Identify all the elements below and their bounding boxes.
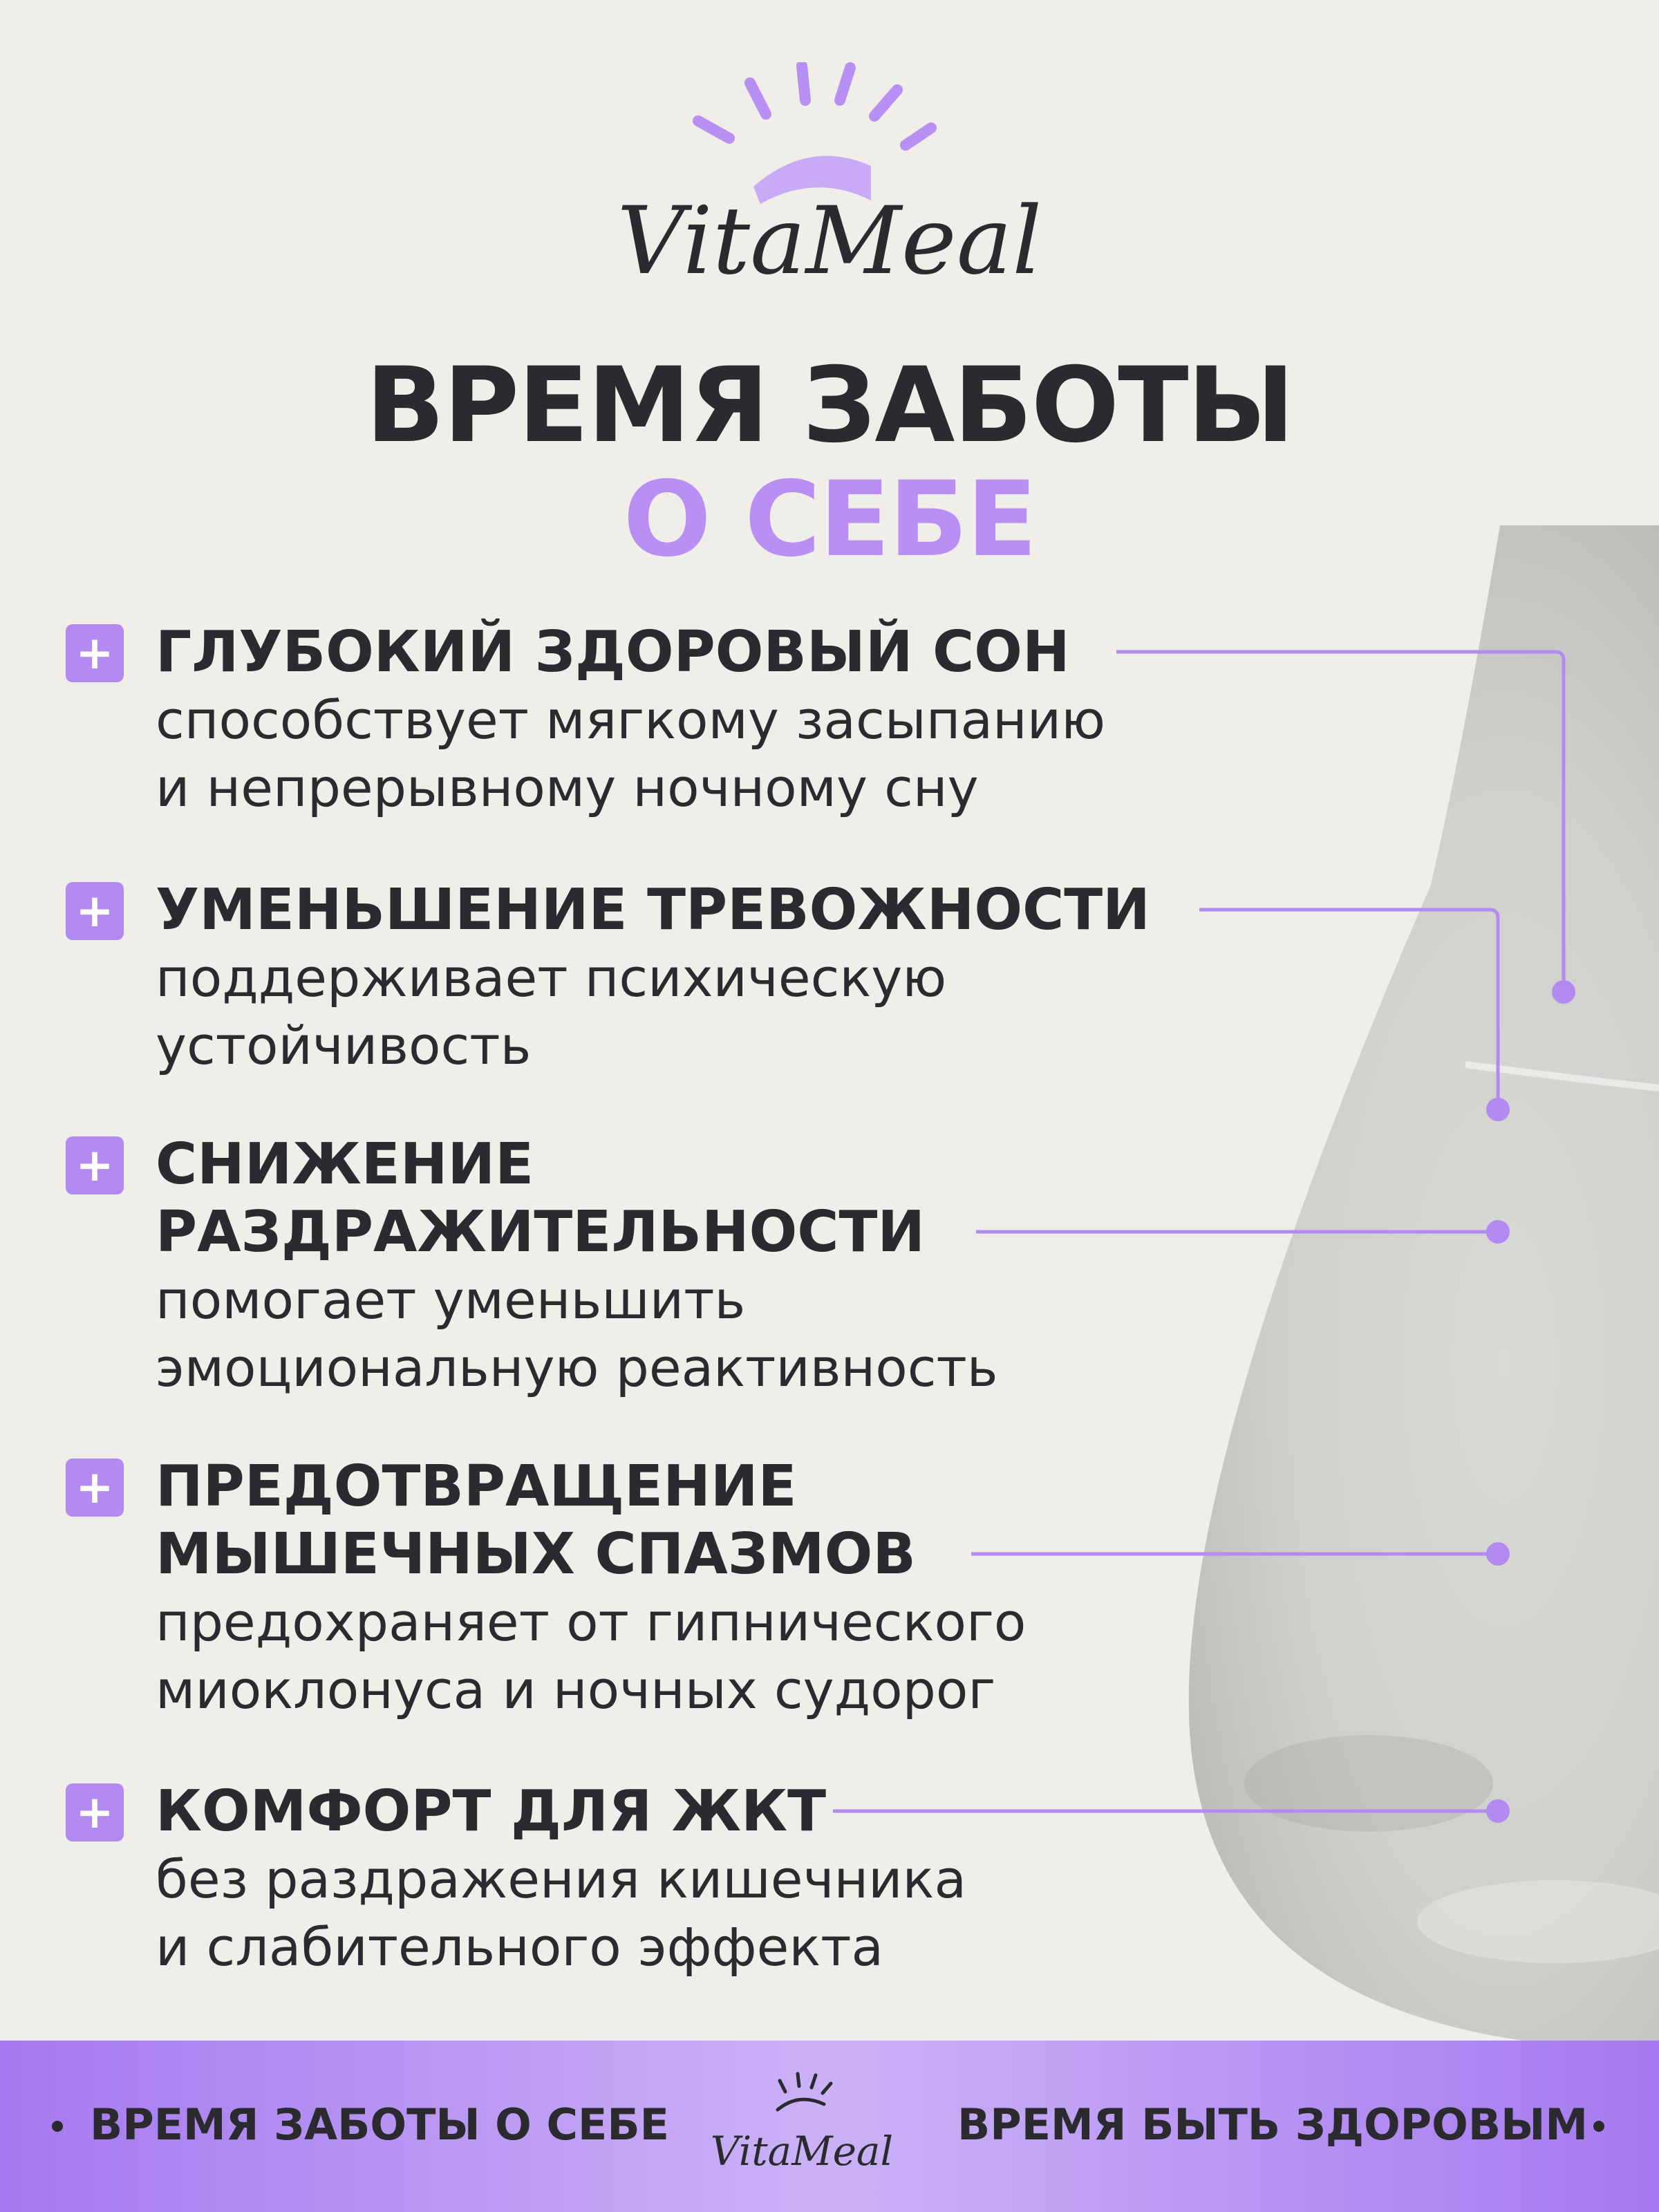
benefit-desc: предохраняет от гипнического bbox=[156, 1591, 1027, 1653]
bullet-dot bbox=[1593, 2121, 1604, 2132]
benefit-desc: эмоциональную реактивность bbox=[156, 1337, 998, 1398]
benefit-title: МЫШЕЧНЫХ СПАЗМОВ bbox=[156, 1521, 916, 1587]
footer-left-text: ВРЕМЯ ЗАБОТЫ О СЕБЕ bbox=[90, 2099, 669, 2150]
bullet-dot bbox=[52, 2121, 63, 2132]
benefit-desc: способствует мягкому засыпанию bbox=[156, 689, 1106, 751]
benefit-item bbox=[66, 1778, 1241, 1985]
benefit-desc: помогает уменьшить bbox=[156, 1269, 746, 1331]
benefit-title: ГЛУБОКИЙ ЗДОРОВЫЙ СОН bbox=[156, 619, 1070, 685]
svg-text:VitaMeal: VitaMeal bbox=[712, 2128, 892, 2175]
benefit-desc: без раздражения кишечника bbox=[156, 1848, 967, 1910]
plus-icon: + bbox=[66, 1136, 124, 1194]
footer-logo bbox=[712, 2061, 892, 2193]
benefit-title: СНИЖЕНИЕ bbox=[156, 1132, 534, 1197]
brand-logo bbox=[594, 62, 1065, 325]
headline-line-2: О СЕБЕ bbox=[623, 460, 1036, 580]
benefit-title: КОМФОРТ ДЛЯ ЖКТ bbox=[156, 1779, 827, 1844]
footer-banner bbox=[0, 2041, 1659, 2212]
benefit-desc: и непрерывному ночному сну bbox=[156, 757, 979, 818]
benefit-title: УМЕНЬШЕНИЕ ТРЕВОЖНОСТИ bbox=[156, 877, 1150, 943]
plus-icon: + bbox=[66, 882, 124, 940]
benefit-desc: миоклонуса и ночных судорог bbox=[156, 1659, 996, 1721]
footer-right-text: ВРЕМЯ БЫТЬ ЗДОРОВЫМ bbox=[957, 2099, 1588, 2150]
benefit-desc: поддерживает психическую bbox=[156, 947, 947, 1009]
benefit-desc: устойчивость bbox=[156, 1015, 532, 1076]
benefit-item bbox=[66, 619, 1241, 826]
benefit-title: ПРЕДОТВРАЩЕНИЕ bbox=[156, 1454, 797, 1519]
benefit-item bbox=[66, 1453, 1241, 1730]
benefit-item bbox=[66, 1131, 1241, 1407]
svg-text:VitaMeal: VitaMeal bbox=[617, 187, 1042, 295]
benefit-title: РАЗДРАЖИТЕЛЬНОСТИ bbox=[156, 1199, 926, 1265]
plus-icon: + bbox=[66, 1783, 124, 1841]
benefit-desc: и слабительного эффекта bbox=[156, 1916, 884, 1978]
plus-icon: + bbox=[66, 624, 124, 682]
plus-icon: + bbox=[66, 1459, 124, 1517]
benefit-item bbox=[66, 877, 1241, 1084]
headline-line-1: ВРЕМЯ ЗАБОТЫ bbox=[366, 346, 1293, 466]
